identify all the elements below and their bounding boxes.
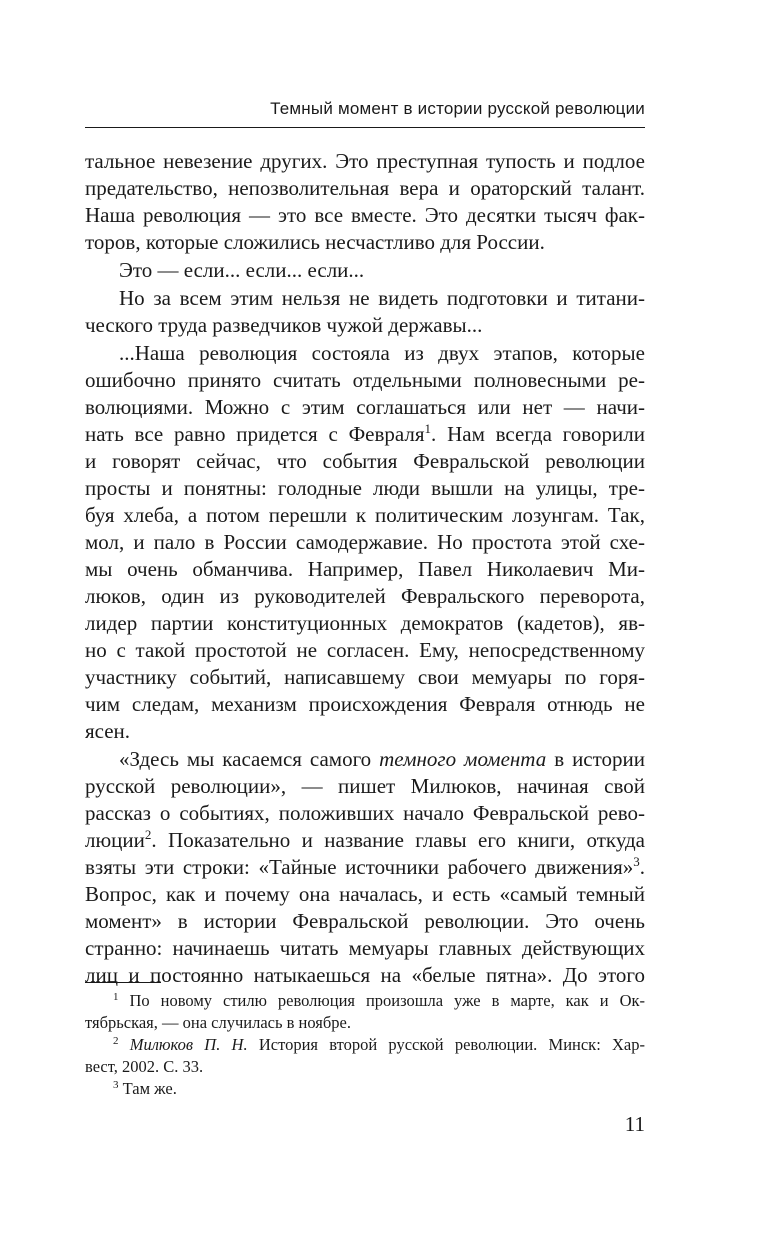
- text-line: [85, 664, 645, 691]
- text-run: Наша революция — это все вместе. Это десятки тысяч фак-: [85, 203, 645, 227]
- text-run: ясен.: [85, 719, 131, 743]
- text-line: [85, 773, 645, 800]
- footnote-line: [85, 990, 645, 1012]
- footnote-marker: 3: [633, 854, 640, 869]
- italic-text: темного момента: [379, 747, 547, 771]
- text-line: [85, 394, 645, 421]
- text-line: [85, 962, 645, 989]
- footnotes: [85, 990, 645, 1100]
- text-run: русской революции», — пишет Милюков, начиная свой: [85, 774, 645, 798]
- text-line: [85, 935, 645, 962]
- text-run: странно: начинаешь читать мемуары главных действующих: [85, 936, 645, 960]
- page-number: 11: [624, 1112, 645, 1136]
- text-line: [85, 202, 645, 229]
- text-run: мы очень обманчива. Например, Павел Николаевич Ми-: [85, 557, 645, 581]
- text-run: в истории: [546, 747, 646, 771]
- text-run: тальное невезение других. Это преступная тупость и подлое: [85, 149, 645, 173]
- text-run: .: [639, 855, 645, 879]
- text-line: [85, 340, 645, 367]
- text-line: [85, 421, 645, 448]
- text-line: [85, 529, 645, 556]
- header-rule: [85, 127, 645, 128]
- text-line: [85, 691, 645, 718]
- text-run: Вопрос, как и почему она началась, и есть «самый темный: [85, 882, 645, 906]
- text-line: [85, 229, 645, 256]
- text-run: рассказ о событиях, положивших начало Февральской рево-: [85, 801, 645, 825]
- text-run: чим следам, механизм происхождения Февраля отнюдь не: [85, 692, 645, 716]
- text-run: люков, один из руководителей Февральского переворота,: [85, 584, 645, 608]
- text-run: Но за всем этим нельзя не видеть подготовки и титани-: [119, 286, 645, 310]
- text-line: [85, 448, 645, 475]
- footnote-marker: 2: [144, 827, 152, 842]
- text-line: [85, 881, 645, 908]
- italic-text: Милюков П. Н.: [129, 1035, 248, 1054]
- book-page: [85, 0, 645, 1241]
- text-line: [85, 475, 645, 502]
- footnote-marker: 3: [113, 1079, 119, 1091]
- text-run: ...Наша революция состояла из двух этапов, которые: [119, 341, 645, 365]
- text-run: «Здесь мы касаемся самого: [119, 747, 380, 771]
- text-run: просты и понятны: голодные люди вышли на улицы, тре-: [85, 476, 645, 500]
- text-line: [85, 637, 645, 664]
- text-line: [85, 583, 645, 610]
- text-run: участнику событий, написавшему свои мемуары по горя-: [85, 665, 645, 689]
- footnote-line: [85, 1034, 645, 1056]
- text-line: [85, 746, 645, 773]
- text-line: [85, 312, 645, 339]
- footnote-marker: 2: [113, 1035, 119, 1047]
- body-text: [85, 148, 645, 989]
- footnote-line: [85, 1056, 645, 1078]
- text-run: люции: [85, 828, 145, 852]
- text-line: [85, 175, 645, 202]
- text-line: [85, 556, 645, 583]
- text-line: [85, 610, 645, 637]
- text-run: лидер партии конституционных демократов (кадетов), яв-: [85, 611, 645, 635]
- text-line: [85, 502, 645, 529]
- text-run: нать все равно придется с Февраля: [85, 422, 425, 446]
- text-run: Это — если... если... если...: [119, 258, 365, 282]
- text-run: лиц и постоянно натыкаешься на «белые пятна». До этого: [85, 963, 645, 987]
- text-run: волюциями. Можно с этим соглашаться или нет — начи-: [85, 395, 645, 419]
- running-head: Темный момент в истории русской революции: [270, 99, 645, 118]
- text-line: [85, 908, 645, 935]
- text-line: [85, 148, 645, 175]
- text-run: История второй русской революции. Минск: Хар-: [247, 1035, 645, 1054]
- footnote-line: [85, 1012, 645, 1034]
- text-run: буя хлеба, а потом перешли к политическим лозунгам. Так,: [85, 503, 645, 527]
- text-line: [85, 827, 645, 854]
- text-run: . Нам всегда говорили: [431, 422, 646, 446]
- text-run: предательство, непозволительная вера и ораторский талант.: [85, 176, 645, 200]
- text-line: [85, 854, 645, 881]
- footnote-marker: 1: [424, 421, 432, 436]
- text-line: [85, 367, 645, 394]
- footnote-line: [85, 1078, 645, 1100]
- text-run: вест, 2002. С. 33.: [85, 1057, 204, 1076]
- text-run: . Показательно и название главы его книги, откуда: [151, 828, 645, 852]
- text-line: [85, 257, 645, 284]
- text-run: момент» в истории Февральской революции. Это очень: [85, 909, 645, 933]
- text-run: ошибочно принято считать отдельными полновесными ре-: [85, 368, 645, 392]
- text-line: [85, 285, 645, 312]
- text-run: торов, которые сложились несчастливо для России.: [85, 230, 545, 254]
- text-line: [85, 718, 645, 745]
- text-run: и говорят сейчас, что события Февральской революции: [85, 449, 645, 473]
- text-run: ческого труда разведчиков чужой державы...: [85, 313, 483, 337]
- text-run: [119, 1035, 130, 1054]
- text-run: Там же.: [118, 1079, 177, 1098]
- text-run: По новому стилю революция произошла уже в марте, как и Ок-: [118, 991, 645, 1010]
- text-line: [85, 800, 645, 827]
- text-run: тябрьская, — она случилась в ноябре.: [85, 1013, 351, 1032]
- text-run: но с такой простотой не согласен. Ему, непосредственному: [85, 638, 645, 662]
- text-run: взяты эти строки: «Тайные источники рабочего движения»: [85, 855, 634, 879]
- footnote-marker: 1: [113, 991, 119, 1003]
- text-run: мол, и пало в России самодержавие. Но простота этой схе-: [85, 530, 645, 554]
- footnote-separator: [85, 982, 161, 983]
